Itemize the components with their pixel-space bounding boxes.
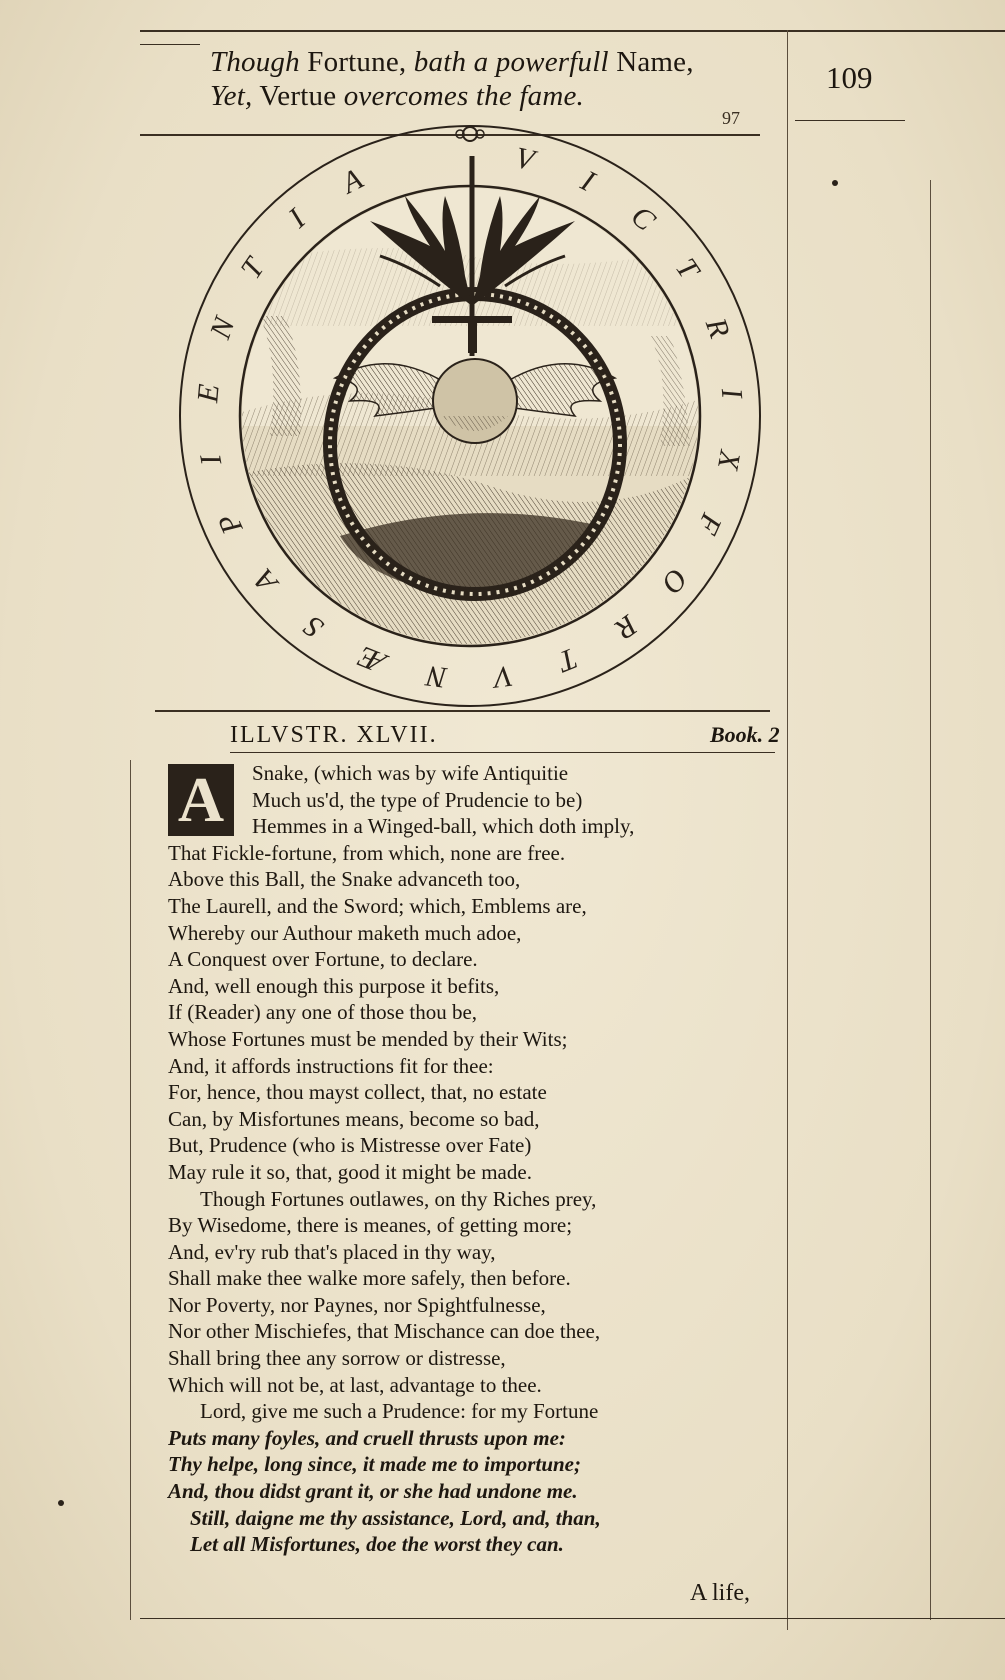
- motto-letter: I: [194, 452, 229, 468]
- header-1-part-1: Though: [210, 46, 300, 78]
- book-label: Book. 2: [710, 722, 780, 747]
- header-line-1: [210, 46, 694, 79]
- sword-grip: [468, 323, 477, 353]
- motto-letter: P: [211, 508, 250, 540]
- poem-line: Whose Fortunes must be mended by their Wits;: [168, 1026, 568, 1051]
- top-border-rule: [140, 30, 1005, 32]
- header-1-part-2: Fortune,: [299, 46, 407, 78]
- motto-letter: A: [336, 162, 368, 201]
- poem-line: Shall bring thee any sorrow or distresse,: [168, 1346, 506, 1371]
- poem-line: For, hence, thou mayst collect, that, no estate: [168, 1080, 547, 1105]
- motto-letter: T: [668, 252, 706, 285]
- motto-letter: I: [282, 202, 312, 235]
- header-2-part-3: overcomes the fame.: [336, 80, 584, 112]
- far-right-margin-rule: [930, 180, 931, 1620]
- poem-line: Though Fortunes outlawes, on thy Riches prey,: [200, 1186, 597, 1211]
- header-line-2: [210, 80, 584, 113]
- poem-line: By Wisedome, there is meanes, of getting more;: [168, 1213, 573, 1238]
- poem-line: Lord, give me such a Prudence: for my Fortune: [200, 1399, 599, 1424]
- poem-line: Let all Misfortunes, doe the worst they can.: [190, 1532, 564, 1557]
- poem-line: Hemmes in a Winged-ball, which doth imply,: [252, 814, 635, 839]
- poem-line: Nor Poverty, nor Paynes, nor Spightfulnesse,: [168, 1292, 546, 1317]
- motto-letter: Æ: [353, 639, 391, 680]
- motto-letter: V: [492, 658, 515, 695]
- page-number: 109: [826, 60, 873, 95]
- poem-line: And, thou didst grant it, or she had undone me.: [168, 1479, 578, 1504]
- header-underline-left: [140, 44, 200, 45]
- poem-line: Which will not be, at last, advantage to thee.: [168, 1372, 542, 1397]
- poem-line: Still, daigne me thy assistance, Lord, and, than,: [190, 1505, 601, 1530]
- poem-line: Shall make thee walke more safely, then before.: [168, 1266, 571, 1291]
- margin-dot: [58, 1500, 64, 1506]
- poem-line: And, it affords instructions fit for thee:: [168, 1053, 494, 1078]
- poem-line: That Fickle-fortune, from which, none are free.: [168, 840, 566, 865]
- margin-dot: [832, 180, 838, 186]
- motto-letter: R: [609, 608, 644, 646]
- catch-number: 97: [722, 108, 740, 128]
- header-2-part-2: Vertue: [252, 80, 337, 112]
- motto-letter: A: [246, 563, 285, 599]
- motto-letter: S: [297, 609, 330, 645]
- poem-line: And, ev'ry rub that's placed in thy way,: [168, 1239, 496, 1264]
- poem-line: May rule it so, that, good it might be made.: [168, 1159, 532, 1184]
- poem-line: And, well enough this purpose it befits,: [168, 973, 500, 998]
- poem-line: Much us'd, the type of Prudencie to be): [252, 787, 583, 812]
- poem-line: Thy helpe, long since, it made me to importune;: [168, 1452, 581, 1477]
- motto-letter: F: [690, 508, 729, 540]
- top-ornament: [456, 127, 484, 141]
- motto-letter: V: [512, 141, 538, 178]
- motto-letter: N: [424, 658, 449, 695]
- illustration-label: ILLVSTR. XLVII.: [230, 722, 438, 748]
- header-2-part-1: Yet,: [210, 80, 253, 112]
- motto-letter: C: [624, 199, 662, 238]
- poem-line: Above this Ball, the Snake advanceth too,: [168, 867, 521, 892]
- poem-line: Puts many foyles, and cruell thrusts upon me:: [168, 1425, 566, 1450]
- motto-letter: T: [234, 252, 272, 285]
- poem-line: Snake, (which was by wife Antiquitie: [252, 761, 569, 785]
- drop-cap: A: [168, 764, 234, 836]
- motto-letter: T: [554, 641, 582, 679]
- poem-line: The Laurell, and the Sword; which, Emblems are,: [168, 893, 587, 918]
- header-1-part-3: bath a powerfull: [406, 46, 609, 78]
- poem-line: A Conquest over Fortune, to declare.: [168, 947, 478, 972]
- label-underline-rule: [230, 752, 775, 753]
- left-margin-rule: [130, 760, 131, 1620]
- motto-letter: N: [203, 313, 242, 343]
- header-1-part-4: Name,: [608, 46, 694, 78]
- motto-letter: I: [575, 164, 600, 199]
- poem-line: Can, by Misfortunes means, become so bad,: [168, 1106, 540, 1131]
- margin-tick-rule: [795, 120, 905, 121]
- poem-line: Whereby our Authour maketh much adoe,: [168, 920, 522, 945]
- right-margin-rule: [787, 30, 788, 1630]
- emblem-engraving: [170, 116, 770, 716]
- poem-text: [168, 760, 768, 1558]
- motto-letter: I: [714, 386, 749, 400]
- poem-line: Nor other Mischiefes, that Mischance can doe thee,: [168, 1319, 601, 1344]
- poem-line: But, Prudence (who is Mistresse over Fate): [168, 1133, 532, 1158]
- poem-line: If (Reader) any one of those thou be,: [168, 1000, 478, 1025]
- catchword: A life,: [690, 1580, 750, 1606]
- sword-crossguard: [432, 316, 512, 323]
- motto-letter: O: [654, 562, 695, 600]
- motto-letter: X: [711, 448, 747, 472]
- motto-letter: E: [191, 382, 226, 404]
- motto-letter: R: [698, 313, 737, 343]
- bottom-border-rule: [140, 1618, 1005, 1619]
